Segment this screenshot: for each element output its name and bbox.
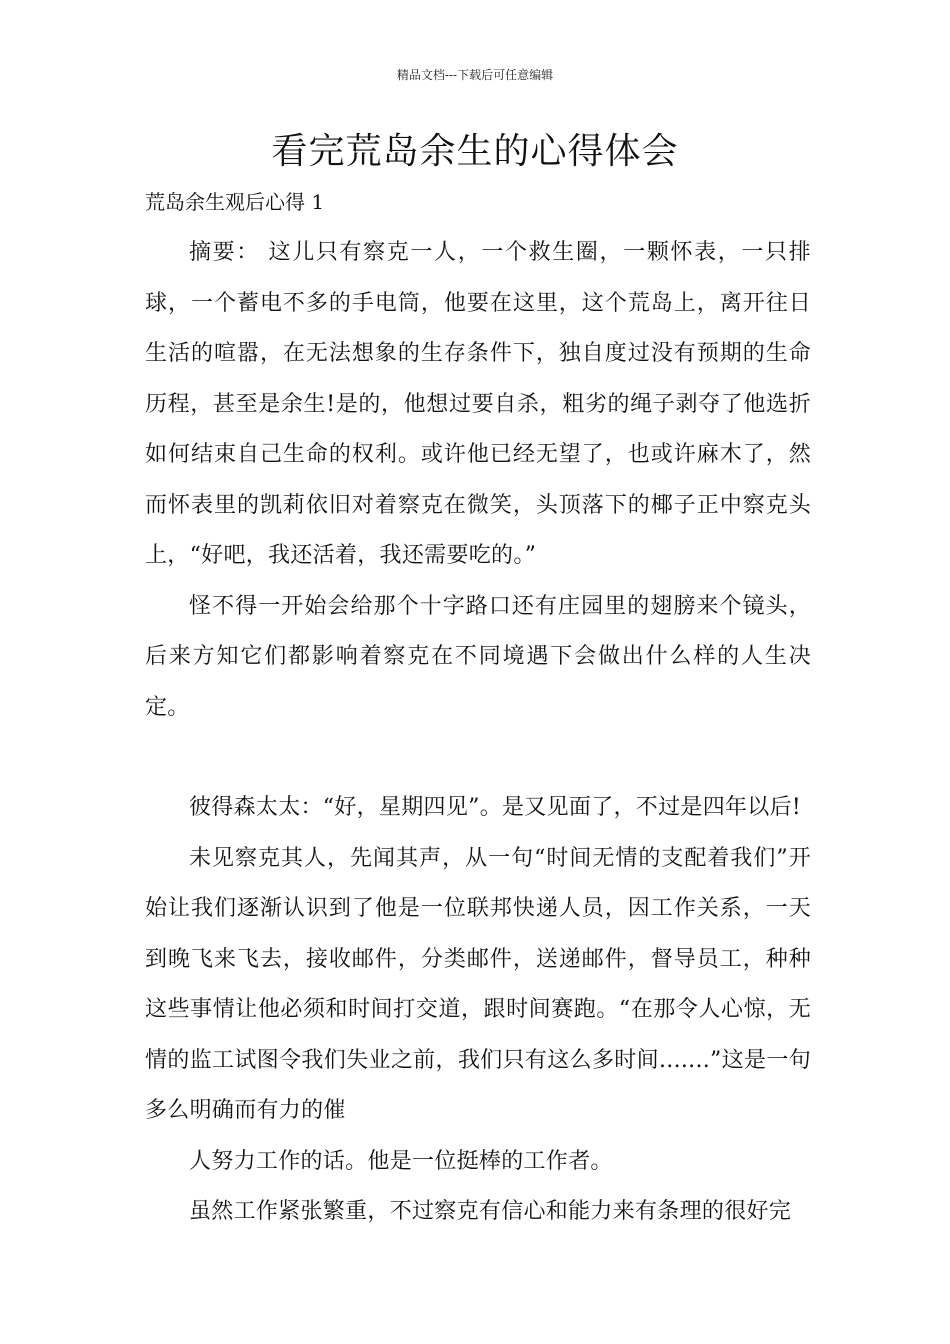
paragraph-confidence: 虽然工作紧张繁重，不过察克有信心和能力来有条理的很好完 xyxy=(189,1199,792,1224)
section-subtitle: 荒岛余生观后心得 1 xyxy=(145,190,325,214)
paragraph-spacer xyxy=(145,733,811,783)
document-title: 看完荒岛余生的心得体会 xyxy=(271,131,679,172)
paragraph-worker: 人努力工作的话。他是一位挺棒的工作者。 xyxy=(189,1148,613,1174)
header-note: 精品文档---下载后可任意编辑 xyxy=(396,68,554,82)
document-body xyxy=(145,228,811,1238)
paragraph-abstract: 摘要： 这儿只有察克一人，一个救生圈，一颗怀表，一只排球，一个蓄电不多的手电筒，他要在这里，这个荒岛上，离开往日生活的喧嚣，在无法想象的生存条件下，独自度过没有预期的生命历程，甚至是余生!是的，他想过要自杀，粗劣的绳子剥夺了他选折如何结束自己生命的权利。或许他已经无望了，也或许麻木了，然而怀表里的凯莉依旧对着察克在微笑，头顶落下的椰子正中察克头上，“好吧，我还活着，我还需要吃的。” xyxy=(145,240,811,568)
paragraph-peterson: 彼得森太太：“好，星期四见”。是又见面了，不过是四年以后! xyxy=(189,795,802,820)
paragraph-crossroads: 怪不得一开始会给那个十字路口还有庄园里的翅膀来个镜头，后来方知它们都影响着察克在不同境遇下会做出什么样的人生决定。 xyxy=(145,593,811,720)
paragraph-introduction: 未见察克其人，先闻其声，从一句“时间无情的支配着我们”开始让我们逐渐认识到了他是一位联邦快递人员，因工作关系，一天到晚飞来飞去，接收邮件，分类邮件，送递邮件，督导员工，种种这些事情让他必须和时间打交道，跟时间赛跑。“在那令人心惊，无情的监工试图令我们失业之前，我们只有这么多时间.......”这是一句多么明确而有力的催 xyxy=(145,845,811,1123)
